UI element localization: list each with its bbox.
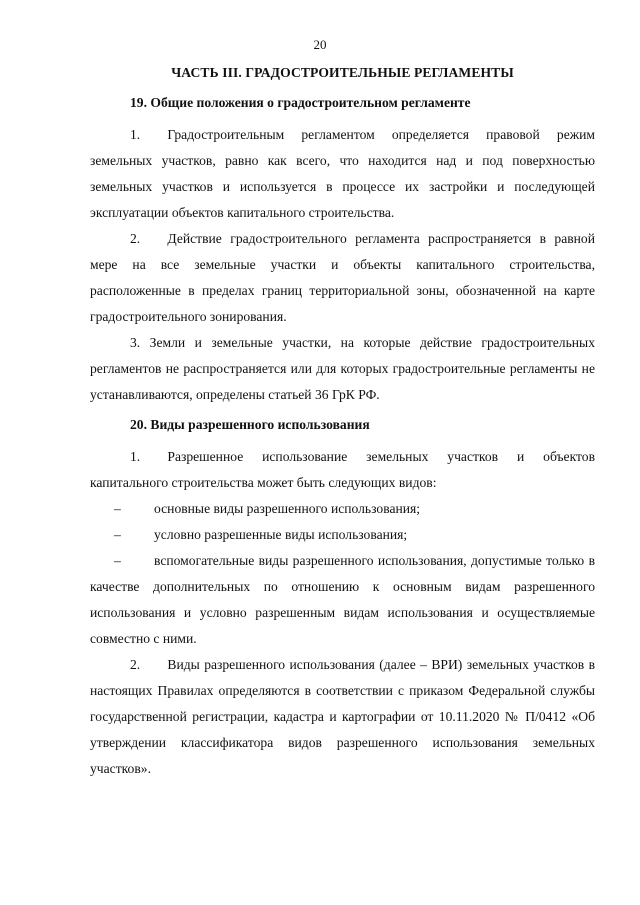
list-marker: – xyxy=(114,501,121,516)
page-content xyxy=(90,62,595,782)
list-item xyxy=(90,522,595,548)
list-item-paragraph xyxy=(90,548,595,652)
section-19-paragraph-2: 2. Действие градостроительного регламента распространяется в равной мере на все земельные участки и объекты капитального строительства, расположенные в пределах границ территориальной зоны, обозначенной на карте градостроительного зонирования. xyxy=(90,231,595,324)
list-marker: – xyxy=(114,553,121,568)
section-19-paragraph-3: 3. Земли и земельные участки, на которые действие градостроительных регламентов не распространяется или для которых градостроительные регламенты не устанавливаются, определены статьей 36 ГрК РФ. xyxy=(90,335,595,402)
section-20-title: 20. Виды разрешенного использования xyxy=(130,417,370,432)
part-title: ЧАСТЬ III. ГРАДОСТРОИТЕЛЬНЫЕ РЕГЛАМЕНТЫ xyxy=(171,65,514,80)
section-20-paragraph-1: 1. Разрешенное использование земельных участков и объектов капитального строительства может быть следующих видов: xyxy=(90,449,595,490)
list-item-text: вспомогательные виды разрешенного использования, допустимые только в качестве дополнительных по отношению к основным видам разрешенного использования и условно разрешенным видам использования и осуществляемые совместно с ними. xyxy=(90,553,595,646)
section-19-title: 19. Общие положения о градостроительном регламенте xyxy=(130,95,471,110)
page-number: 20 xyxy=(313,37,327,52)
list-item xyxy=(90,548,595,652)
list-marker: – xyxy=(114,527,121,542)
section-19-paragraph-1: 1. Градостроительным регламентом определяется правовой режим земельных участков, равно как всего, что находится над и под поверхностью земельных участков и используется в процессе их застройки и последующей эксплуатации объектов капитального строительства. xyxy=(90,127,595,220)
list-item-text: условно разрешенные виды использования; xyxy=(154,527,408,542)
section-20-paragraph-2: 2. Виды разрешенного использования (далее – ВРИ) земельных участков в настоящих Правилах определяются в соответствии с приказом Федеральной службы государственной регистрации, кадастра и картографии от 10.11.2020 № П/0412 «Об утверждении классификатора видов разрешенного использования земельных участков». xyxy=(90,657,595,776)
list-item-text: основные виды разрешенного использования; xyxy=(154,501,421,516)
list-item xyxy=(90,496,595,522)
